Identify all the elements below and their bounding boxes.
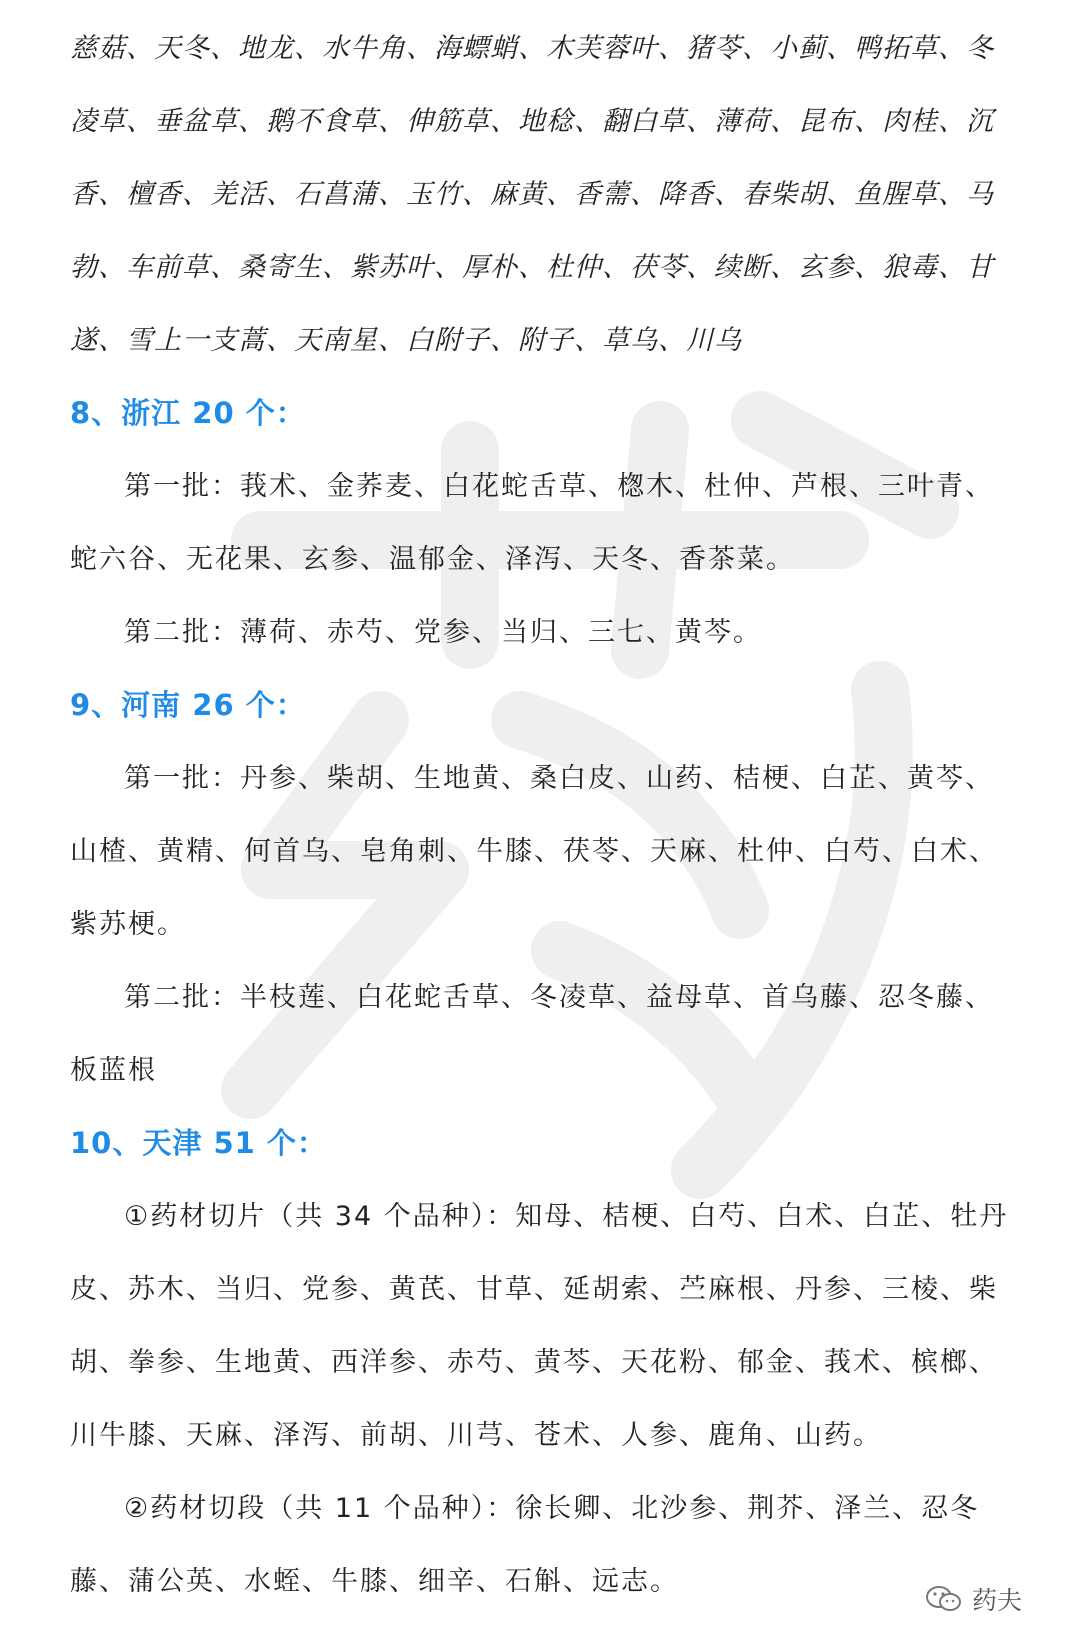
zhejiang-batch-1: 第一批：莪术、金荞麦、白花蛇舌草、楤木、杜仲、芦根、三叶青、蛇六谷、无花果、玄参、温郁金、泽泻、天冬、香茶菜。 — [70, 471, 994, 575]
account-name: 药夫 — [971, 1586, 1022, 1615]
tianjin-segments: ②药材切段（共 11 个品种）：徐长卿、北沙参、荆芥、泽兰、忍冬藤、蒲公英、水蛭、牛膝、细辛、石斛、远志。 — [70, 1493, 980, 1597]
section-heading-henan: 9、河南 26 个： — [70, 688, 306, 722]
intro-paragraph: 慈菇、天冬、地龙、水牛角、海螵蛸、木芙蓉叶、猪苓、小蓟、鸭拓草、冬凌草、垂盆草、鹅不食草、伸筋草、地稔、翻白草、薄荷、昆布、肉桂、沉香、檀香、羌活、石菖蒲、玉竹、麻黄、香薷、降香、春柴胡、鱼腥草、马勃、车前草、桑寄生、紫苏叶、厚朴、杜仲、茯苓、续断、玄参、狼毒、甘遂、雪上一支蒿、天南星、白附子、附子、草乌、川乌 — [70, 33, 994, 356]
zhejiang-batch-2: 第二批：薄荷、赤芍、党参、当归、三七、黄芩。 — [124, 617, 762, 648]
account-watermark — [924, 1581, 1022, 1617]
section-heading-tianjin: 10、天津 51 个： — [70, 1126, 327, 1160]
henan-batch-2: 第二批：半枝莲、白花蛇舌草、冬凌草、益母草、首乌藤、忍冬藤、板蓝根 — [70, 982, 994, 1086]
tianjin-slices: ①药材切片（共 34 个品种）：知母、桔梗、白芍、白术、白芷、牡丹皮、苏木、当归、党参、黄芪、甘草、延胡索、苎麻根、丹参、三棱、柴胡、拳参、生地黄、西洋参、赤芍、黄芩、天花粉、郁金、莪术、槟榔、川牛膝、天麻、泽泻、前胡、川芎、苍术、人参、鹿角、山药。 — [70, 1201, 1009, 1451]
wechat-icon — [924, 1584, 964, 1614]
section-heading-zhejiang: 8、浙江 20 个： — [70, 396, 306, 430]
henan-batch-1: 第一批：丹参、柴胡、生地黄、桑白皮、山药、桔梗、白芷、黄芩、山楂、黄精、何首乌、皂角刺、牛膝、茯苓、天麻、杜仲、白芍、白术、紫苏梗。 — [70, 763, 998, 940]
